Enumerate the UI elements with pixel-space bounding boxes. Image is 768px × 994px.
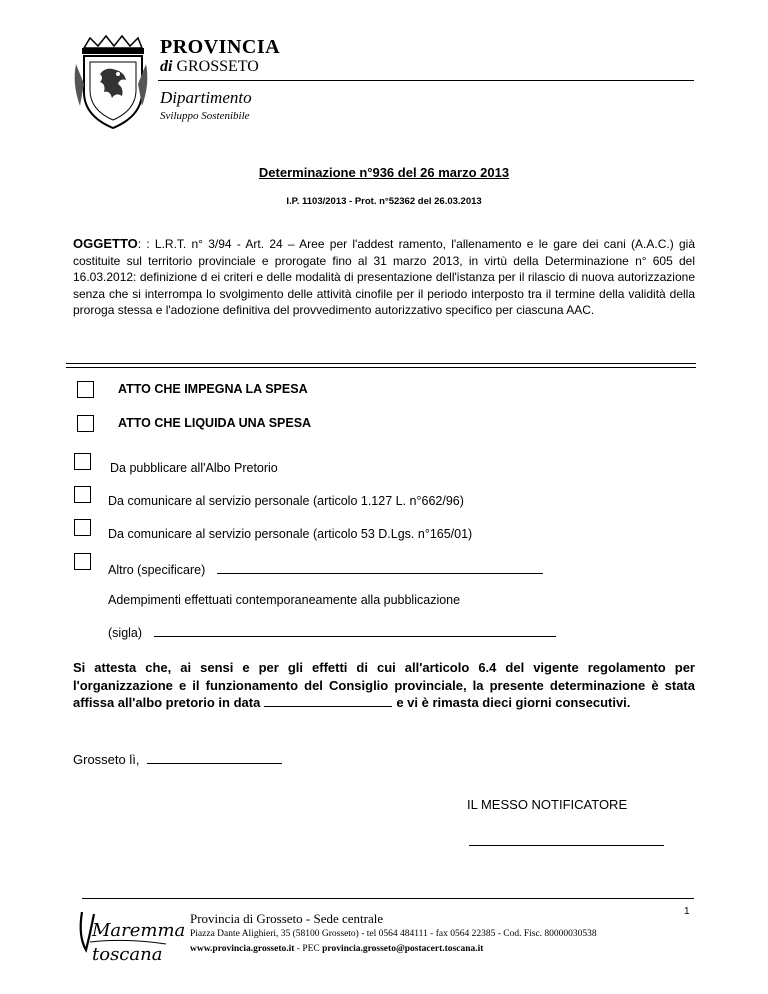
maremma-toscana-logo (76, 906, 186, 972)
footer-divider (82, 898, 694, 899)
subject-text: : : L.R.T. n° 3/94 - Art. 24 – Aree per l'addest ramento, l'allenamento e le gare dei cani (A.A.C.) già costituite sul territorio provinciale e prorogate fino al 31 marzo 2013, in virtù della Determinazione n° 605 del 16.03.2012: definizione d ei criteri e delle modalità di presentazione dell'istanza per il rilascio di nuova autorizzazione senza che si interrompa lo svolgimento delle attività cinofile per il periodo interposto tra il termine della validità della proroga stessa e l'adozione definitiva del provvedimento autorizzativo specifico per ciascuna AAC. (73, 237, 695, 318)
attestation-date-field[interactable] (264, 694, 392, 707)
altro-row (108, 561, 543, 577)
checkbox-servizio-personale-2[interactable] (74, 519, 91, 536)
subject-paragraph (73, 236, 695, 319)
label-altro: Altro (specificare) (108, 563, 206, 577)
messo-signature-line[interactable] (469, 845, 664, 846)
protocol-reference: I.P. 1103/2013 - Prot. n°52362 del 26.03.2013 (286, 196, 482, 207)
sigla-row (108, 624, 556, 640)
label-albo-pretorio: Da pubblicare all'Albo Pretorio (110, 461, 278, 475)
footer-title: Provincia di Grosseto - Sede centrale (190, 911, 384, 926)
checkbox-servizio-personale-1[interactable] (74, 486, 91, 503)
place-date-field[interactable] (147, 751, 282, 764)
province-crest-logo (70, 34, 152, 132)
label-impegna-spesa: ATTO CHE IMPEGNA LA SPESA (118, 382, 308, 396)
attestation-text-after: e vi è rimasta dieci giorni consecutivi. (396, 695, 631, 710)
label-liquida-spesa: ATTO CHE LIQUIDA UNA SPESA (118, 416, 312, 430)
org-city (160, 58, 259, 76)
attestation-paragraph (73, 659, 695, 712)
checkbox-liquida-spesa[interactable] (77, 415, 94, 432)
department-title: Dipartimento (160, 88, 252, 107)
adempimenti-label: Adempimenti effettuati contemporaneamente alla pubblicazione (108, 593, 461, 607)
place-date-label: Grosseto lì, (73, 752, 140, 767)
org-city-di: di (160, 58, 173, 75)
checkbox-impegna-spesa[interactable] (77, 381, 94, 398)
section-double-divider (66, 363, 696, 368)
footer-pec-label: - PEC (294, 944, 323, 954)
messo-notificatore-label: IL MESSO NOTIFICATORE (467, 797, 628, 812)
altro-specify-field[interactable] (217, 561, 543, 574)
subject-label: OGGETTO (73, 236, 138, 251)
footer-address: Piazza Dante Alighieri, 35 (58100 Grosseto) - tel 0564 484111 - fax 0564 22385 - Cod. Fisc. 80000030538 (190, 929, 597, 939)
attestation-text-before: Si attesta che, ai sensi e per gli effetti di cui all'articolo 6.4 del vigente regolamento per l'organizzazione e il funzionamento del Consiglio provinciale, la presente determinazione è stata affissa all'albo pretorio in data (73, 660, 695, 710)
logo-text-line1: Maremma (92, 920, 186, 941)
footer-pec-link[interactable]: provincia.grosseto@postacert.toscana.it (322, 944, 484, 954)
label-servizio-personale-1: Da comunicare al servizio personale (articolo 1.127 L. n°662/96) (108, 494, 464, 508)
sigla-field[interactable] (154, 624, 556, 637)
checkbox-albo-pretorio[interactable] (74, 453, 91, 470)
footer-contacts (190, 944, 483, 954)
determination-title: Determinazione n°936 del 26 marzo 2013 (258, 165, 510, 180)
logo-text-line2: toscana (92, 944, 163, 965)
org-name: PROVINCIA (160, 36, 281, 58)
label-servizio-personale-2: Da comunicare al servizio personale (articolo 53 D.Lgs. n°165/01) (108, 527, 473, 541)
place-date-row (73, 751, 282, 767)
sigla-label: (sigla) (108, 626, 143, 640)
org-city-name: GROSSETO (176, 58, 259, 75)
department-subtitle: Sviluppo Sostenibile (160, 110, 250, 122)
checkbox-altro[interactable] (74, 553, 91, 570)
page-number: 1 (684, 906, 690, 917)
header-divider (158, 80, 694, 81)
footer-website-link[interactable]: www.provincia.grosseto.it (190, 944, 295, 954)
